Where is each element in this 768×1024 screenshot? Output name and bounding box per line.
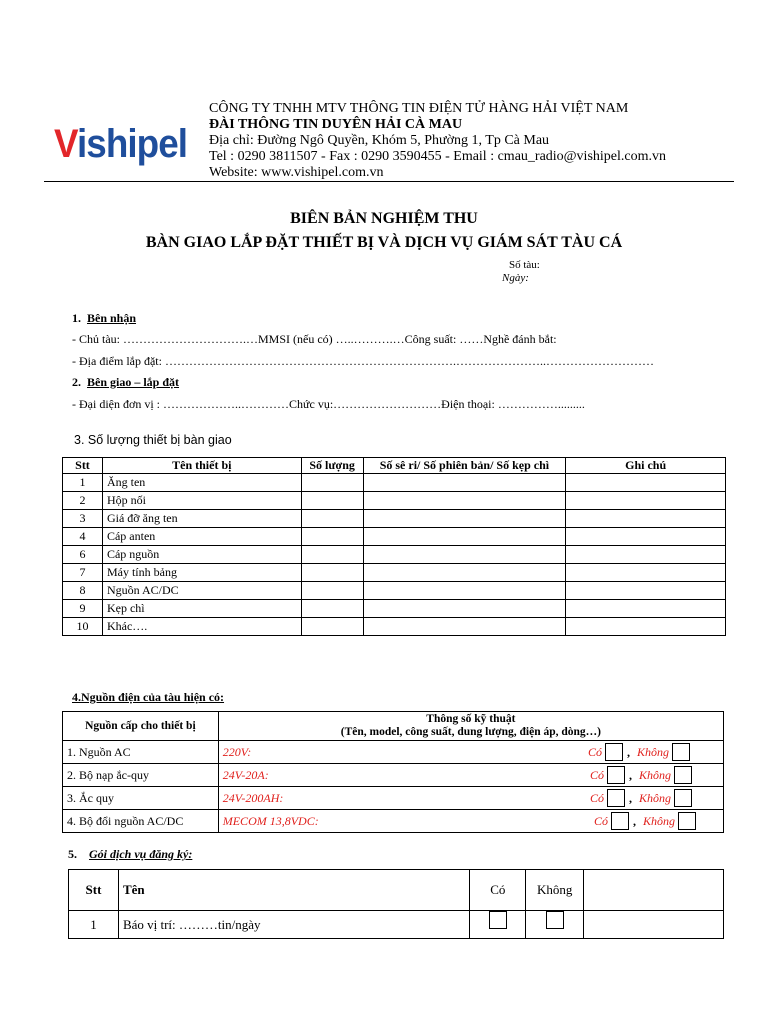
power-source-name: 1. Nguồn AC — [63, 741, 219, 764]
col-power-source: Nguồn cấp cho thiết bị — [63, 712, 219, 741]
logo-letter-v: V — [54, 122, 77, 166]
website: Website: www.vishipel.com.vn — [209, 165, 384, 180]
power-source-name: 2. Bộ nạp ắc-quy — [63, 764, 219, 787]
power-table-header — [63, 712, 724, 741]
no-checkbox[interactable] — [678, 812, 696, 830]
comma: , — [626, 744, 630, 759]
row-stt: 3 — [63, 510, 103, 528]
table-row — [63, 787, 724, 810]
yes-label: Có — [589, 767, 604, 782]
row-device: Cáp nguồn — [102, 546, 301, 564]
power-source-name: 3. Ắc quy — [63, 787, 219, 810]
serial-cell[interactable] — [363, 582, 566, 600]
serial-cell[interactable] — [363, 510, 566, 528]
table-row — [63, 810, 724, 833]
row-device: Khác…. — [102, 618, 301, 636]
row-device: Kẹp chì — [102, 600, 301, 618]
col-note: Ghi chú — [566, 458, 726, 474]
serial-cell[interactable] — [363, 528, 566, 546]
yes-label: Có — [589, 790, 604, 805]
spec-value: 24V-20A: — [222, 767, 269, 782]
comma: , — [628, 790, 632, 805]
comma: , — [632, 813, 636, 828]
col-service-name: Tên — [118, 870, 469, 911]
row-stt: 2 — [63, 492, 103, 510]
document-title: BIÊN BẢN NGHIỆM THU — [290, 210, 478, 227]
quantity-cell[interactable] — [301, 546, 363, 564]
quantity-cell[interactable] — [301, 474, 363, 492]
owner-line: - Chủ tàu: ………………………….…MMSI (nếu có) …..……….…Công suất: ……Nghề đánh bắt: — [72, 332, 557, 346]
quantity-cell[interactable] — [301, 600, 363, 618]
row-stt: 9 — [63, 600, 103, 618]
spec-cell — [218, 741, 723, 764]
quantity-cell[interactable] — [301, 528, 363, 546]
service-table-header — [69, 870, 724, 911]
col-yes: Có — [470, 870, 526, 911]
quantity-cell[interactable] — [301, 582, 363, 600]
spec-value: MECOM 13,8VDC: — [222, 813, 319, 828]
comma: , — [628, 767, 632, 782]
table-row — [69, 911, 724, 939]
spec-cell — [218, 764, 723, 787]
address: Địa chỉ: Đường Ngô Quyền, Khóm 5, Phường 1, Tp Cà Mau — [209, 133, 550, 148]
col-stt: Stt — [63, 458, 103, 474]
extra-cell — [584, 911, 724, 939]
yes-no-group — [590, 789, 719, 807]
yes-checkbox[interactable] — [607, 789, 625, 807]
yes-cell — [470, 911, 526, 939]
service-name: Báo vị trí: ………tin/ngày — [118, 911, 469, 939]
yes-no-group — [590, 766, 719, 784]
no-label: Không — [638, 790, 671, 805]
yes-checkbox[interactable] — [611, 812, 629, 830]
table-row — [63, 492, 726, 510]
col-spec — [218, 712, 723, 741]
section-3-title: 3. Số lượng thiết bị bàn giao — [74, 433, 232, 447]
col-stt: Stt — [69, 870, 119, 911]
spec-value: 24V-200AH: — [222, 790, 284, 805]
row-device: Máy tính bảng — [102, 564, 301, 582]
yes-label: Có — [593, 813, 608, 828]
note-cell[interactable] — [566, 510, 726, 528]
section-2-heading — [72, 375, 179, 390]
contact-line: Tel : 0290 3811507 - Fax : 0290 3590455 - Email : cmau_radio@vishipel.com.vn — [209, 149, 666, 164]
spec-cell — [218, 810, 723, 833]
date-label: Ngày: — [502, 272, 529, 284]
section-5-title: Gói dịch vụ đăng ký: — [89, 847, 193, 861]
table-row — [63, 582, 726, 600]
ship-number-label: Số tàu: — [509, 259, 540, 271]
row-stt: 7 — [63, 564, 103, 582]
note-cell[interactable] — [566, 528, 726, 546]
section-4-title: 4.Nguồn điện của tàu hiện có: — [72, 690, 225, 704]
representative-line: - Đại diện đơn vị : ………………..…………Chức vụ:………………………Điện thoại: ……………......... — [72, 397, 585, 411]
table-row — [63, 528, 726, 546]
company-name: CÔNG TY TNHH MTV THÔNG TIN ĐIỆN TỬ HÀNG HẢI VIỆT NAM — [209, 101, 629, 116]
header-divider — [44, 181, 734, 182]
table-row — [63, 600, 726, 618]
row-device: Cáp anten — [102, 528, 301, 546]
section-5-heading — [68, 847, 192, 862]
quantity-cell[interactable] — [301, 564, 363, 582]
equipment-table — [62, 457, 726, 636]
spec-header-detail: (Tên, model, công suất, dung lượng, điện áp, dòng…) — [340, 726, 601, 738]
no-checkbox[interactable] — [674, 789, 692, 807]
section-1-number: 1. — [72, 311, 81, 325]
station-name: ĐÀI THÔNG TIN DUYÊN HẢI CÀ MAU — [209, 117, 463, 132]
no-checkbox[interactable] — [674, 766, 692, 784]
serial-cell[interactable] — [363, 618, 566, 636]
note-cell[interactable] — [566, 564, 726, 582]
row-stt: 6 — [63, 546, 103, 564]
row-stt: 1 — [63, 474, 103, 492]
service-package-table — [68, 869, 724, 939]
row-stt: 4 — [63, 528, 103, 546]
table-row — [63, 764, 724, 787]
row-stt: 10 — [63, 618, 103, 636]
power-source-table — [62, 711, 724, 833]
quantity-cell[interactable] — [301, 510, 363, 528]
yes-label: Có — [587, 744, 602, 759]
row-device: Ăng ten — [102, 474, 301, 492]
quantity-cell[interactable] — [301, 618, 363, 636]
spec-value: 220V: — [222, 744, 252, 759]
row-device: Nguồn AC/DC — [102, 582, 301, 600]
table-row — [63, 474, 726, 492]
install-location-line: - Địa điểm lắp đặt: ……………………………………………………………….…………………..……………………… — [72, 354, 654, 368]
section-1-title: Bên nhận — [87, 311, 137, 325]
serial-cell[interactable] — [363, 492, 566, 510]
col-serial: Số sê ri/ Số phiên bản/ Số kẹp chì — [363, 458, 566, 474]
section-1-heading — [72, 311, 136, 326]
yes-no-group — [594, 812, 719, 830]
col-device-name: Tên thiết bị — [102, 458, 301, 474]
serial-cell[interactable] — [363, 474, 566, 492]
no-cell — [526, 911, 584, 939]
serial-cell[interactable] — [363, 564, 566, 582]
no-label: Không — [642, 813, 675, 828]
document-subtitle: BÀN GIAO LẮP ĐẶT THIẾT BỊ VÀ DỊCH VỤ GIÁM SÁT TÀU CÁ — [145, 234, 623, 251]
table-row — [63, 564, 726, 582]
col-no: Không — [526, 870, 584, 911]
no-checkbox[interactable] — [672, 743, 690, 761]
note-cell[interactable] — [566, 600, 726, 618]
col-quantity: Số lượng — [301, 458, 363, 474]
section-2-number: 2. — [72, 375, 81, 389]
row-device: Giá đỡ ăng ten — [102, 510, 301, 528]
spec-cell — [218, 787, 723, 810]
logo-text: ishipel — [76, 122, 188, 166]
yes-checkbox[interactable] — [489, 911, 507, 929]
section-2-title: Bên giao – lắp đặt — [87, 375, 180, 389]
section-5-number: 5. — [68, 847, 77, 861]
note-cell[interactable] — [566, 492, 726, 510]
note-cell[interactable] — [566, 618, 726, 636]
vishipel-logo — [54, 122, 187, 167]
no-checkbox[interactable] — [546, 911, 564, 929]
note-cell[interactable] — [566, 546, 726, 564]
row-stt: 8 — [63, 582, 103, 600]
spec-header-title: Thông số kỹ thuật — [426, 713, 516, 725]
col-extra — [584, 870, 724, 911]
row-device: Hộp nối — [102, 492, 301, 510]
serial-cell[interactable] — [363, 600, 566, 618]
row-stt: 1 — [69, 911, 119, 939]
table-row — [63, 510, 726, 528]
note-cell[interactable] — [566, 582, 726, 600]
table-row — [63, 741, 724, 764]
equipment-table-header — [63, 458, 726, 474]
company-header — [209, 101, 666, 181]
note-cell[interactable] — [566, 474, 726, 492]
quantity-cell[interactable] — [301, 492, 363, 510]
yes-no-group — [588, 743, 719, 761]
table-row — [63, 618, 726, 636]
no-label: Không — [638, 767, 671, 782]
yes-checkbox[interactable] — [605, 743, 623, 761]
yes-checkbox[interactable] — [607, 766, 625, 784]
table-row — [63, 546, 726, 564]
no-label: Không — [636, 744, 669, 759]
power-source-name: 4. Bộ đổi nguồn AC/DC — [63, 810, 219, 833]
serial-cell[interactable] — [363, 546, 566, 564]
